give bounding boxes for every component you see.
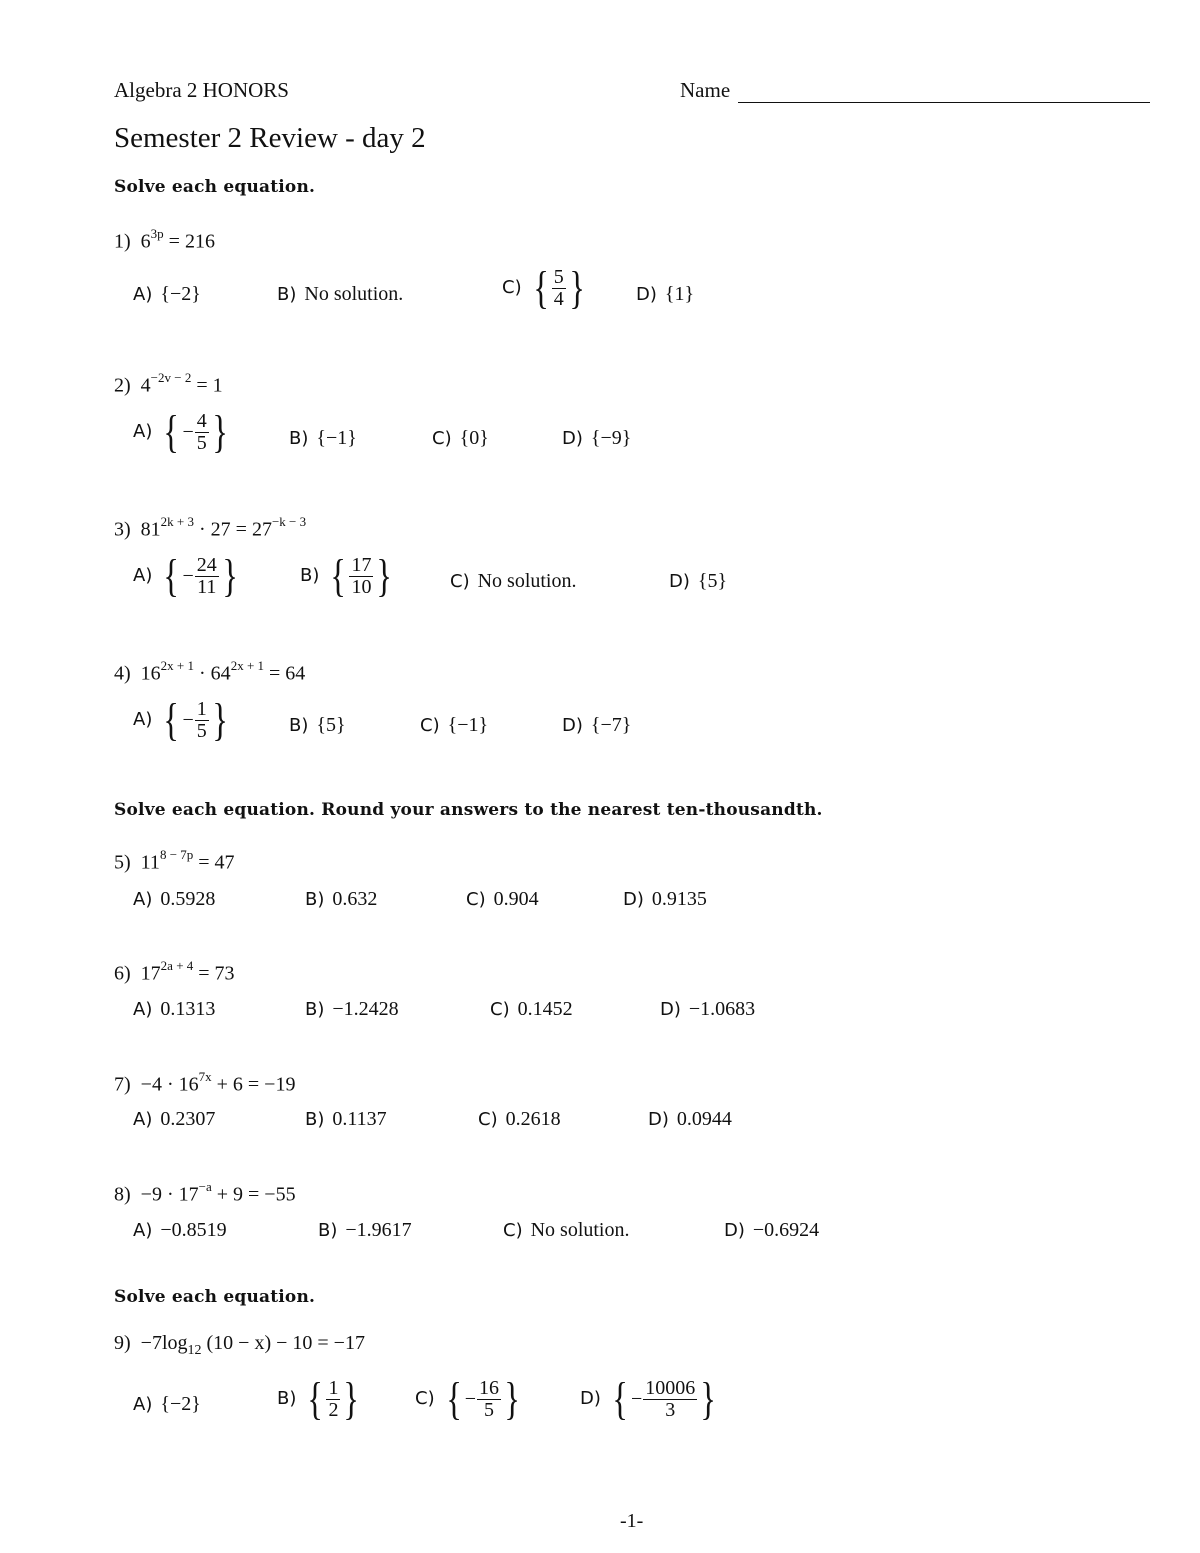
question-number: 1) <box>114 230 131 253</box>
equation-base: 81 <box>140 518 161 541</box>
equation-base: −9 · 17 <box>140 1183 199 1206</box>
name-field[interactable] <box>738 102 1150 103</box>
choice-letter: C) <box>450 571 470 592</box>
choice-1d[interactable] <box>636 283 694 306</box>
equation-exponent: −a <box>198 1179 212 1194</box>
choice-letter: C) <box>466 889 486 910</box>
choice-letter: C) <box>490 999 510 1020</box>
choice-5c[interactable] <box>466 888 539 911</box>
equation-exponent: 2a + 4 <box>160 958 194 973</box>
choice-value: {5} <box>316 714 346 736</box>
question-number: 2) <box>114 374 131 397</box>
question-8 <box>114 1181 296 1207</box>
question-5 <box>114 849 235 875</box>
choice-letter: C) <box>503 1220 523 1241</box>
choice-value: 0.1313 <box>160 998 216 1020</box>
choice-value: {−2} <box>160 283 201 305</box>
question-6 <box>114 960 235 986</box>
equation-base: −4 · 16 <box>140 1073 199 1096</box>
question-4 <box>114 660 305 686</box>
choice-value: −0.8519 <box>160 1219 227 1241</box>
question-2 <box>114 372 223 398</box>
equation-exponent-2: 2x + 1 <box>230 658 265 673</box>
equation-rest: + 6 = −19 <box>211 1073 296 1096</box>
choice-letter: B) <box>300 564 320 586</box>
choice-letter: C) <box>415 1387 435 1409</box>
choice-letter: B) <box>277 284 297 305</box>
choice-value: No solution. <box>477 570 577 592</box>
choice-value: {−9} <box>590 427 632 449</box>
choice-letter: D) <box>648 1109 669 1130</box>
choice-value: { − $\frac{1}{5}$ } <box>163 694 228 745</box>
choice-4b[interactable] <box>289 714 346 737</box>
choice-7a[interactable] <box>133 1108 215 1131</box>
choice-letter: A) <box>133 564 153 586</box>
choice-letter: C) <box>432 428 452 449</box>
equation-base: 6 <box>140 230 151 253</box>
choice-letter: A) <box>133 1220 153 1241</box>
question-1 <box>114 228 215 254</box>
choice-9c[interactable] <box>415 1373 523 1424</box>
choice-value: −1.0683 <box>688 998 756 1020</box>
choice-7c[interactable] <box>478 1108 561 1131</box>
choice-6c[interactable] <box>490 998 573 1021</box>
choice-value: 0.9135 <box>651 888 707 910</box>
equation-exponent: −2v − 2 <box>150 370 192 385</box>
equation-rest: = 1 <box>191 374 223 397</box>
choice-value: 0.5928 <box>160 888 216 910</box>
choice-value: 0.0944 <box>676 1108 732 1130</box>
choice-2d[interactable] <box>562 427 631 450</box>
choice-letter: D) <box>562 428 583 449</box>
log-base: 12 <box>187 1343 202 1358</box>
choice-value: { − $\frac{24}{11}$ } <box>163 550 238 601</box>
page-title: Semester 2 Review - day 2 <box>114 122 426 154</box>
section-instruction-3: Solve each equation. <box>114 1287 316 1307</box>
section-instruction-2: Solve each equation. Round your answers to the nearest ten-thousandth. <box>114 800 823 820</box>
choice-5b[interactable] <box>305 888 377 911</box>
question-number: 7) <box>114 1073 131 1096</box>
equation-exponent: 2x + 1 <box>160 658 195 673</box>
choice-5d[interactable] <box>623 888 707 911</box>
choice-5a[interactable] <box>133 888 215 911</box>
choice-letter: A) <box>133 1109 153 1130</box>
choice-letter: C) <box>478 1109 498 1130</box>
question-number: 4) <box>114 662 131 685</box>
equation-exponent-2: −k − 3 <box>271 514 307 529</box>
choice-value: 0.2618 <box>505 1108 561 1130</box>
choice-2c[interactable] <box>432 427 489 450</box>
choice-value: −1.2428 <box>332 998 399 1020</box>
choice-letter: A) <box>133 1394 153 1415</box>
choice-value: { − $\frac{10006}{3}$ } <box>612 1373 717 1424</box>
choice-value: 0.1452 <box>517 998 573 1020</box>
choice-value: 0.1137 <box>332 1108 387 1130</box>
choice-8d[interactable] <box>724 1219 819 1242</box>
choice-2a[interactable] <box>133 406 231 457</box>
question-3 <box>114 516 306 542</box>
choice-3a[interactable] <box>133 550 241 601</box>
choice-letter: D) <box>636 284 657 305</box>
choice-letter: A) <box>133 889 153 910</box>
choice-value: {1} <box>664 283 695 305</box>
choice-value: No solution. <box>304 283 404 305</box>
choice-letter: D) <box>580 1387 601 1409</box>
equation-rest: (10 − x) − 10 = −17 <box>201 1332 365 1354</box>
choice-7d[interactable] <box>648 1108 732 1131</box>
equation-base: 16 <box>140 662 161 685</box>
choice-2b[interactable] <box>289 427 357 450</box>
equation-rest: = 216 <box>163 230 215 253</box>
choice-value: {−1} <box>447 714 489 736</box>
choice-8b[interactable] <box>318 1219 412 1242</box>
choice-letter: C) <box>502 276 522 298</box>
choice-letter: C) <box>420 715 440 736</box>
equation-exponent: 2k + 3 <box>160 514 195 529</box>
equation-base: −7log <box>140 1332 188 1354</box>
equation-exponent: 7x <box>198 1069 212 1084</box>
choice-9d[interactable] <box>580 1373 719 1424</box>
equation-rest: = 64 <box>264 662 306 685</box>
choice-value: {−1} <box>316 427 357 449</box>
equation-exponent: 3p <box>150 226 164 241</box>
choice-8c[interactable] <box>503 1219 630 1242</box>
choice-letter: D) <box>669 571 690 592</box>
choice-value: {0} <box>459 427 489 449</box>
choice-letter: A) <box>133 284 153 305</box>
choice-value: 0.904 <box>493 888 539 910</box>
choice-value: {−7} <box>590 714 632 736</box>
choice-value: 0.632 <box>332 888 378 910</box>
choice-value: No solution. <box>530 1219 630 1241</box>
choice-value: {−2} <box>160 1393 201 1415</box>
equation-exponent: 8 − 7p <box>159 847 194 862</box>
choice-letter: D) <box>623 889 644 910</box>
equation-middle: · 64 <box>194 662 231 685</box>
choice-letter: B) <box>289 715 309 736</box>
choice-letter: A) <box>133 999 153 1020</box>
choice-6b[interactable] <box>305 998 399 1021</box>
choice-letter: D) <box>724 1220 745 1241</box>
choice-6d[interactable] <box>660 998 755 1021</box>
question-number: 5) <box>114 851 131 874</box>
choice-6a[interactable] <box>133 998 215 1021</box>
choice-letter: D) <box>660 999 681 1020</box>
page-number: -1- <box>620 1510 644 1532</box>
choice-value: { $\frac{1}{2}$ } <box>307 1373 360 1424</box>
choice-9b[interactable] <box>277 1373 363 1424</box>
choice-value: 0.2307 <box>160 1108 216 1130</box>
equation-rest: = 73 <box>193 962 235 985</box>
choice-9a[interactable] <box>133 1393 201 1416</box>
course-title: Algebra 2 HONORS <box>114 78 289 102</box>
equation-middle: · 27 = 27 <box>194 518 272 541</box>
choice-3c[interactable] <box>450 570 577 593</box>
choice-8a[interactable] <box>133 1219 227 1242</box>
choice-letter: B) <box>305 889 325 910</box>
question-7 <box>114 1071 295 1097</box>
question-number: 8) <box>114 1183 131 1206</box>
choice-4a[interactable] <box>133 694 231 745</box>
choice-3b[interactable] <box>300 550 396 601</box>
equation-rest: = 47 <box>193 851 235 874</box>
choice-value: {5} <box>697 570 728 592</box>
choice-value: { − $\frac{16}{5}$ } <box>445 1373 520 1424</box>
question-number: 9) <box>114 1332 131 1354</box>
choice-value: { $\frac{5}{4}$ } <box>532 262 585 313</box>
choice-letter: B) <box>305 1109 325 1130</box>
choice-value: { − $\frac{4}{5}$ } <box>163 406 228 457</box>
choice-4d[interactable] <box>562 714 631 737</box>
choice-1a[interactable] <box>133 283 201 306</box>
choice-letter: B) <box>318 1220 338 1241</box>
equation-base: 11 <box>140 851 160 874</box>
choice-1c[interactable] <box>502 262 588 313</box>
question-number: 6) <box>114 962 131 985</box>
choice-value: −0.6924 <box>752 1219 820 1241</box>
equation-rest: + 9 = −55 <box>211 1183 296 1206</box>
equation-base: 4 <box>140 374 151 397</box>
choice-3d[interactable] <box>669 570 727 593</box>
choice-letter: A) <box>133 708 153 730</box>
choice-letter: B) <box>289 428 309 449</box>
section-instruction-1: Solve each equation. <box>114 177 316 197</box>
choice-letter: B) <box>277 1387 297 1409</box>
choice-letter: D) <box>562 715 583 736</box>
choice-value: −1.9617 <box>345 1219 412 1241</box>
question-9 <box>114 1332 365 1359</box>
question-number: 3) <box>114 518 131 541</box>
choice-letter: B) <box>305 999 325 1020</box>
choice-1b[interactable] <box>277 283 403 306</box>
choice-7b[interactable] <box>305 1108 387 1131</box>
equation-base: 17 <box>140 962 161 985</box>
choice-4c[interactable] <box>420 714 488 737</box>
choice-value: { $\frac{17}{10}$ } <box>330 550 393 601</box>
name-label: Name <box>680 78 731 102</box>
choice-letter: A) <box>133 420 153 442</box>
